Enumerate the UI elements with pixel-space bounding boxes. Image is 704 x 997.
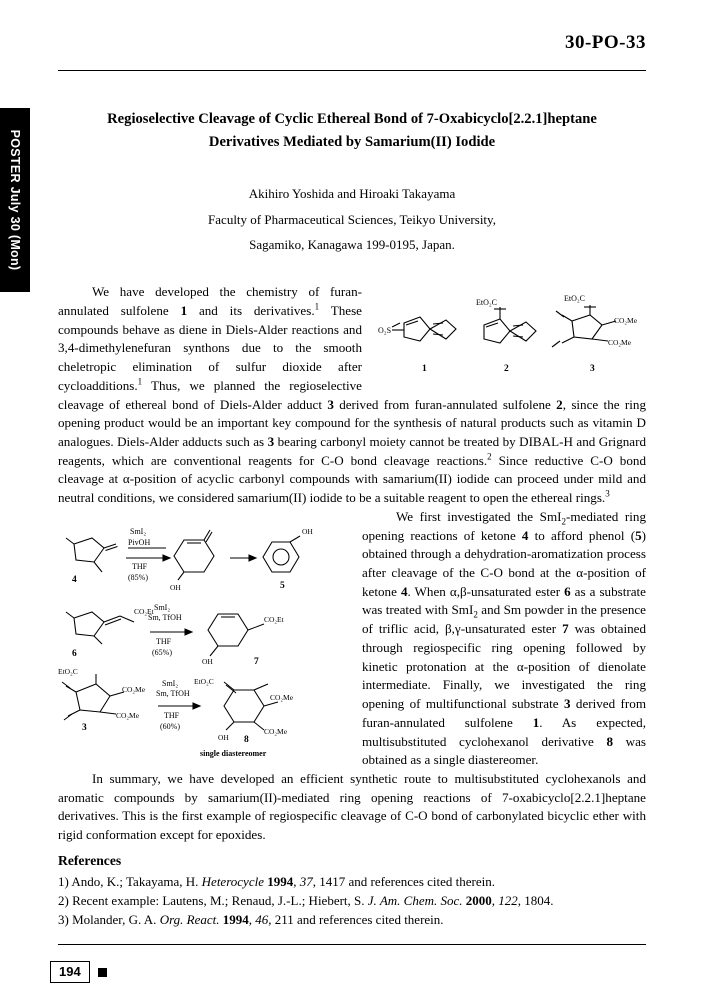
reaction1-substrate-label: 4 xyxy=(72,574,77,585)
reaction2-reagent2: Sm, TfOH xyxy=(148,612,182,622)
reaction3-co2me-4: CO₂Me xyxy=(264,726,288,736)
reaction3-reagent2: Sm, TfOH xyxy=(156,688,190,698)
ref3-rest: , 211 and references cited therein. xyxy=(268,911,444,927)
ref2-year: 2000 xyxy=(465,892,492,908)
ref3-authors: Molander, G. A. xyxy=(72,911,160,927)
scheme-compounds-1-2-3 xyxy=(376,287,646,379)
scheme1-eto2c-label-b: EtO₂C xyxy=(564,294,586,304)
reaction2-solvent: THF xyxy=(156,636,172,646)
scheme1-label-1: 1 xyxy=(422,364,427,375)
ref1-comma: , xyxy=(293,874,300,889)
reaction2-product-label: 7 xyxy=(254,656,259,667)
reaction3-substrate-label: 3 xyxy=(82,722,87,733)
scheme1-label-3: 3 xyxy=(590,364,595,375)
title-line-1: Regioselective Cleavage of Cyclic Ethereal Bond of 7-Oxabicyclo[2.2.1]heptane xyxy=(107,111,597,127)
ref1-rest: , 1417 and references cited therein. xyxy=(312,874,495,889)
reaction1-oh-right: OH xyxy=(302,526,313,536)
ref2-rest: , 1804. xyxy=(517,892,554,908)
reaction3-co2me-3: CO₂Me xyxy=(270,692,294,702)
page-title xyxy=(62,108,642,153)
ref2-num: 2) xyxy=(58,892,73,908)
reaction3-eto2c-prod: EtO₂C xyxy=(194,676,214,686)
ref1-num: 1) xyxy=(58,874,72,889)
page-code: 30-PO-33 xyxy=(564,32,646,53)
scheme-reactions-svg xyxy=(58,514,348,764)
scheme1-co2me-b: CO₂Me xyxy=(608,338,632,348)
reaction2-reagent1: SmI₂ xyxy=(154,602,171,612)
ref3-comma: , xyxy=(248,911,256,927)
scheme-compounds-svg xyxy=(376,287,646,379)
reaction3-solvent: THF xyxy=(164,710,180,720)
p1-seg-c: These compounds behave as diene in Diels-Alder reactions and 3,4-dimethylenefuran synthons due to the smooth cheletropic elimination of sulfur dioxide after cycloadditions. xyxy=(58,302,362,393)
reaction3-yield: (60%) xyxy=(160,721,180,731)
page-number-block xyxy=(50,961,107,983)
p2-seg-d: ) obtained through a dehydration-aromatization process after cleavage of the C-O bond at the α-position of ketone xyxy=(362,527,646,599)
p2-seg-b: -mediated ring opening reactions of ketone xyxy=(362,508,646,543)
footer-divider xyxy=(58,944,646,945)
author-address: Sagamiko, Kanagawa 199-0195, Japan. xyxy=(249,236,455,252)
p2-seg-e: . When α,β-unsaturated ester xyxy=(407,583,565,599)
references-heading: References xyxy=(58,853,122,868)
ref3-volume: 46 xyxy=(255,911,269,927)
reaction3-co2me-1: CO₂Me xyxy=(122,684,146,694)
scheme-reactions xyxy=(58,514,348,764)
authors-block xyxy=(58,181,646,257)
p2-seg-h: was obtained through regiospecific ring opening followed by kinetic protonation at the α-position of dienolate intermediate. Finally, we investigated the ring opening of multifunctional substrate xyxy=(362,621,647,712)
p2-seg-i: derived from furan-annulated sulfolene xyxy=(362,696,647,730)
reaction1-yield: (85%) xyxy=(128,572,148,582)
p1-seg-g: bearing carbonyl moiety cannot be treated by DIBAL-H and Grignard reagents, which are conventional reagents for C-O bond cleavage reactions. xyxy=(58,434,647,468)
reaction1-reagent1: SmI₂ xyxy=(130,526,147,536)
scheme1-o2s-label: O₂S xyxy=(378,326,392,336)
paragraph-1: We have developed the chemistry of furan-annulated sulfolene 1 and its derivatives.$^1$ These compounds behave as diene in Diels-Alder reactions and 3,4-dimethylenefuran synthons due to the smooth cheletropic elimination of sulfur dioxide after cycloadditions.$^1$ Thus, we planned the regioselective cleavage of ethereal bond of Diels-Alder adduct 3 derived from furan-annulated sulfolene 2, since the ring opening product would be an important key compound for the synthesis of natural products such as vitamin D analogues. Diels-Alder adducts such as 3 bearing carbonyl moiety cannot be treated by DIBAL-H and Grignard reagents, which are conventional reagents for C-O bond cleavage reactions.$^2$ Since reductive C-O bond cleavage at α-position of acyclic carbonyl compounds with samarium(II) iodide can proceed under mild and neutral conditions, we considered samarium(II) iodide to be a suitable reagent to open the ethereal rings.$^3$ xyxy=(58,284,647,506)
ref1-authors: Ando, K.; Takayama, H. xyxy=(71,874,202,889)
p1-seg-f: , since the ring opening product would be an important key compound for the synthesis of natural products such as vitamin D analogues. Diels-Alder adducts such as xyxy=(58,396,646,449)
ref3-journal: Org. React. xyxy=(159,911,223,927)
reaction2-co2et-sub: CO₂Et xyxy=(134,606,154,616)
reaction1-reagent2: PivOH xyxy=(128,537,151,547)
reaction1-solvent: THF xyxy=(132,561,148,571)
paragraph-2: We first investigated the SmI$_2$-mediated ring opening reactions of ketone 4 to afford phenol (5) obtained through a dehydration-aromatization process after cleavage of the C-O bond at the α-position of ketone 4. When α,β-unsaturated ester 6 as a substrate was treated with SmI$_2$ and Sm powder in the presence of triflic acid, β,γ-unsaturated ester 7 was obtained through regiospecific ring opening followed by kinetic protonation at the α-position of dienolate intermediate. Finally, we investigated the ring opening of multifunctional substrate 3 derived from furan-annulated sulfolene 1. As expected, multisubstituted cyclohexanol derivative 8 was obtained as a single diastereomer. xyxy=(362,508,647,768)
scheme1-co2me-a: CO₂Me xyxy=(614,316,638,326)
reaction3-note: single diastereomer xyxy=(200,748,267,758)
p1-seg-b: and its derivatives. xyxy=(187,302,315,318)
reaction2-co2et-prod: CO₂Et xyxy=(264,614,284,624)
reference-item-2 xyxy=(58,892,646,911)
reaction1-oh-left: OH xyxy=(170,582,181,592)
reaction3-eto2c-sub: EtO₂C xyxy=(58,666,78,676)
session-side-tab xyxy=(0,108,30,292)
ref1-journal: Heterocycle xyxy=(201,874,268,889)
session-side-tab-label: POSTER July 30 (Mon) xyxy=(8,129,22,271)
p1-seg-e: derived from furan-annulated sulfolene xyxy=(333,396,557,412)
references-section xyxy=(58,853,646,930)
reaction1-product-label: 5 xyxy=(280,580,285,591)
reaction3-reagent1: SmI₂ xyxy=(162,678,179,688)
p2-seg-k: was obtained as a single diastereomer. xyxy=(362,733,646,768)
p2-seg-f: as a substrate was treated with SmI xyxy=(362,583,646,618)
ref2-volume: 122 xyxy=(498,892,518,908)
p2-seg-a: We first investigated the SmI xyxy=(396,508,562,524)
ref2-journal: J. Am. Chem. Soc. xyxy=(367,892,466,908)
ref2-comma: , xyxy=(491,892,499,908)
ref3-year: 1994 xyxy=(222,911,249,927)
scheme1-label-2: 2 xyxy=(504,364,509,375)
ref1-year: 1994 xyxy=(267,874,294,889)
reference-item-1 xyxy=(58,873,646,892)
reaction3-co2me-2: CO₂Me xyxy=(116,710,140,720)
p1-seg-h: Since reductive C-O bond cleavage at α-position of acyclic carbonyl compounds with samarium(II) iodide can proceed under mild and neutral conditions, we considered samarium(II) iodide to be a suitable reagent to open the ethereal rings. xyxy=(58,452,646,506)
reaction2-yield: (65%) xyxy=(152,647,172,657)
ref2-authors: Recent example: Lautens, M.; Renaud, J.-L.; Hiebert, S. xyxy=(72,892,368,908)
p1-seg-d: Thus, we planned the regioselective cleavage of ethereal bond of Diels-Alder adduct xyxy=(58,377,362,412)
ref3-num: 3) xyxy=(58,911,73,927)
paragraph-3: In summary, we have developed an efficient synthetic route to multisubstituted cyclohexanols and aromatic compounds by samarium(II)-mediated ring opening reactions of 7-oxabicyclo[2.2.1]heptane derivatives. This is the first example of regiospecific cleavage of C-O bond of carbonylated bicyclic ether with rigid conformation except for epoxides. xyxy=(58,770,646,843)
abstract-body xyxy=(58,283,646,845)
article-content xyxy=(58,96,646,845)
p2-seg-c: to afford phenol ( xyxy=(528,527,636,543)
page-number-marker-icon xyxy=(98,968,107,977)
reaction2-substrate-label: 6 xyxy=(72,648,77,659)
reaction2-oh: OH xyxy=(202,656,213,666)
author-affiliation: Faculty of Pharmaceutical Sciences, Teikyo University, xyxy=(208,211,496,227)
p2-seg-g: and Sm powder in the presence of triflic acid, β,γ-unsaturated ester xyxy=(362,602,646,637)
reference-item-3 xyxy=(58,911,646,930)
reaction3-product-label: 8 xyxy=(244,734,249,745)
header-divider xyxy=(58,70,646,71)
scheme1-eto2c-label-a: EtO₂C xyxy=(476,298,498,308)
p1-seg-a: We have developed the chemistry of furan-annulated sulfolene xyxy=(58,284,362,318)
ref1-volume: 37 xyxy=(299,874,313,889)
page-number: 194 xyxy=(50,961,90,983)
author-names: Akihiro Yoshida and Hiroaki Takayama xyxy=(248,186,456,202)
reaction3-oh: OH xyxy=(218,732,229,742)
p2-seg-j: . As expected, multisubstituted cyclohexanol derivative xyxy=(362,714,646,749)
title-line-2: Derivatives Mediated by Samarium(II) Iodide xyxy=(208,133,496,150)
